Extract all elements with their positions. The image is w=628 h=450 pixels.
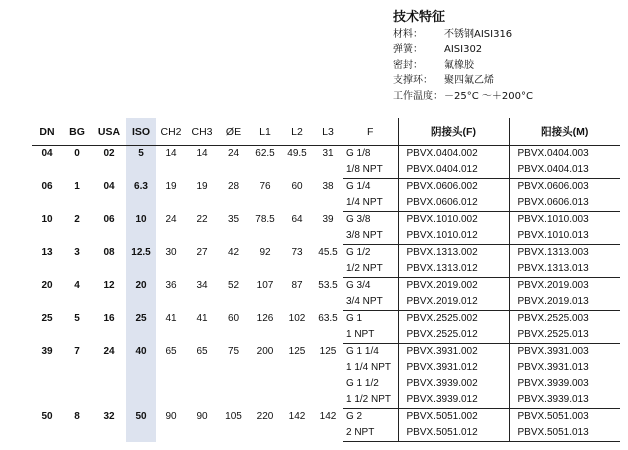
specs-title: 技术特征 (393, 10, 446, 25)
table-row (32, 311, 620, 328)
cell-l1: 107 (256, 279, 274, 291)
cell-male: PBVX.2019.013 (509, 294, 620, 311)
spec-value: AISI302 (444, 44, 483, 56)
cell-male: PBVX.3931.013 (509, 360, 620, 376)
cell-l2: 142 (288, 410, 306, 422)
spec-material (393, 27, 623, 42)
cell-f: 2 NPT (343, 425, 398, 442)
spec-temperature (393, 89, 623, 104)
cell-iso: 20 (126, 278, 156, 311)
cell-l3: 31 (322, 148, 334, 159)
header-l1: L1 (249, 118, 281, 146)
spec-spring (393, 42, 623, 57)
cell-l2: 125 (288, 345, 306, 357)
cell-female: PBVX.2525.002 (398, 311, 509, 328)
spec-label: 弹簧： (393, 44, 423, 56)
cell-dn: 13 (41, 246, 53, 258)
cell-male: PBVX.1313.013 (509, 261, 620, 278)
cell-f: G 3/8 (346, 214, 371, 225)
cell-iso: 12.5 (126, 245, 156, 278)
cell-ch3: 41 (196, 312, 208, 324)
cell-l1: 126 (256, 312, 274, 324)
cell-l2: 60 (291, 180, 303, 192)
cell-iso: 50 (126, 409, 156, 442)
cell-usa: 32 (103, 410, 115, 422)
cell-male: PBVX.0404.003 (509, 146, 620, 163)
cell-usa: 12 (103, 279, 115, 291)
table-row (32, 146, 620, 163)
cell-f: 1/8 NPT (343, 162, 398, 179)
cell-f: G 1/2 (346, 247, 371, 258)
header-ch2: CH2 (156, 118, 186, 146)
cell-female: PBVX.0404.002 (398, 146, 509, 163)
cell-male: PBVX.0404.013 (509, 162, 620, 179)
cell-male: PBVX.1010.003 (509, 212, 620, 229)
spec-label: 支撑环： (393, 75, 433, 87)
header-f: F (343, 118, 398, 146)
cell-l2: 64 (291, 213, 303, 225)
cell-f: G 2 (346, 411, 363, 422)
table-row (32, 344, 620, 361)
cell-male: PBVX.5051.013 (509, 425, 620, 442)
header-dn: DN (32, 118, 62, 146)
spec-label: 工作温度： (393, 90, 443, 102)
cell-usa: 24 (103, 345, 115, 357)
cell-usa: 08 (103, 246, 115, 258)
cell-dn: 25 (41, 312, 53, 324)
header-iso: ISO (126, 118, 156, 146)
cell-oe: 35 (227, 213, 240, 225)
cell-f: 1 1/4 NPT (346, 362, 392, 373)
cell-l1: 220 (256, 410, 274, 422)
cell-ch3: 65 (196, 345, 208, 357)
header-male: 阳接头(M) (509, 118, 620, 146)
cell-f: 1 NPT (343, 327, 398, 344)
spec-value: －25°C ～＋200°C (444, 90, 533, 102)
cell-ch2: 41 (165, 312, 177, 324)
spec-value: 氟橡胶 (444, 59, 474, 71)
table-header-row (32, 118, 620, 146)
cell-female: PBVX.1313.002 (398, 245, 509, 262)
cell-male: PBVX.1313.003 (509, 245, 620, 262)
cell-oe: 28 (227, 180, 240, 192)
cell-l3: 53.5 (318, 279, 338, 291)
cell-f: G 1 (346, 313, 363, 324)
cell-oe: 24 (227, 148, 240, 159)
cell-l3: 125 (319, 345, 337, 357)
cell-female: PBVX.3939.002 (398, 376, 509, 392)
cell-f: G 1 1/2 (346, 378, 379, 389)
cell-f: G 3/4 (346, 280, 371, 291)
cell-female: PBVX.0606.002 (398, 179, 509, 196)
spec-value: 不锈钢AISI316 (444, 29, 513, 40)
cell-male: PBVX.0606.013 (509, 195, 620, 212)
cell-female: PBVX.1010.002 (398, 212, 509, 229)
cell-dn: 20 (41, 279, 53, 291)
cell-female: PBVX.0606.012 (398, 195, 509, 212)
header-usa: USA (92, 118, 126, 146)
cell-usa: 04 (103, 180, 115, 192)
cell-male: PBVX.5051.003 (509, 409, 620, 426)
cell-ch2: 90 (165, 410, 177, 422)
cell-oe: 42 (227, 246, 240, 258)
cell-l2: 73 (291, 246, 303, 258)
cell-female: PBVX.2525.012 (398, 327, 509, 344)
table-row (32, 179, 620, 196)
cell-ch2: 65 (165, 345, 177, 357)
cell-l2: 102 (288, 312, 306, 324)
cell-iso: 6.3 (126, 179, 156, 212)
cell-dn: 04 (41, 148, 53, 159)
header-oe: ØE (218, 118, 249, 146)
cell-male: PBVX.3939.003 (509, 376, 620, 392)
cell-f: G 1 1/4 (346, 346, 379, 357)
cell-female: PBVX.1010.012 (398, 228, 509, 245)
cell-l3: 142 (319, 410, 337, 422)
cell-l1: 200 (256, 345, 274, 357)
cell-f: G 1/4 (346, 181, 371, 192)
cell-f: 1 1/2 NPT (343, 392, 398, 409)
cell-female: PBVX.5051.012 (398, 425, 509, 442)
cell-oe: 52 (227, 279, 240, 291)
cell-usa: 02 (103, 148, 115, 159)
cell-bg: 3 (74, 246, 80, 258)
cell-bg: 2 (74, 213, 80, 225)
cell-bg: 8 (74, 410, 80, 422)
table-row (32, 245, 620, 262)
cell-ch2: 14 (165, 148, 177, 159)
cell-dn: 10 (41, 213, 53, 225)
cell-bg: 4 (74, 279, 80, 291)
cell-female: PBVX.2019.012 (398, 294, 509, 311)
cell-f: G 1/8 (346, 148, 371, 159)
cell-female: PBVX.2019.002 (398, 278, 509, 295)
table-row (32, 278, 620, 295)
cell-bg: 7 (74, 345, 80, 357)
cell-l1: 76 (259, 180, 271, 192)
table-row (32, 409, 620, 426)
cell-l1: 92 (259, 246, 271, 258)
table-body (32, 146, 620, 442)
cell-ch3: 19 (196, 180, 208, 192)
spec-support-ring (393, 73, 623, 88)
cell-male: PBVX.1010.013 (509, 228, 620, 245)
cell-ch2: 24 (165, 213, 177, 225)
cell-ch3: 22 (196, 213, 208, 225)
cell-female: PBVX.3931.002 (398, 344, 509, 361)
cell-iso: 5 (126, 146, 156, 179)
cell-male: PBVX.2019.003 (509, 278, 620, 295)
cell-l2: 49.5 (287, 148, 307, 159)
cell-l1: 78.5 (255, 213, 275, 225)
cell-f: 1/2 NPT (343, 261, 398, 278)
header-bg: BG (62, 118, 92, 146)
cell-male: PBVX.2525.013 (509, 327, 620, 344)
cell-female: PBVX.3939.012 (398, 392, 509, 409)
cell-female: PBVX.3931.012 (398, 360, 509, 376)
cell-oe: 75 (227, 345, 240, 357)
cell-oe: 105 (225, 410, 242, 422)
cell-ch2: 19 (165, 180, 177, 192)
cell-dn: 50 (41, 410, 53, 422)
cell-oe: 60 (227, 312, 240, 324)
cell-l1: 62.5 (255, 148, 275, 159)
spec-label: 材料： (393, 29, 423, 40)
cell-ch2: 36 (165, 279, 177, 291)
cell-ch3: 14 (196, 148, 208, 159)
cell-female: PBVX.1313.012 (398, 261, 509, 278)
dimensions-table (32, 118, 620, 442)
cell-f: 1/4 NPT (343, 195, 398, 212)
cell-male: PBVX.3931.003 (509, 344, 620, 361)
cell-l3: 38 (322, 180, 334, 192)
spec-value: 聚四氟乙烯 (444, 75, 494, 87)
header-female: 阴接头(F) (398, 118, 509, 146)
header-l3: L3 (313, 118, 343, 146)
spec-seal (393, 58, 623, 73)
cell-dn: 39 (41, 345, 53, 357)
specifications-block (393, 8, 623, 104)
cell-usa: 16 (103, 312, 115, 324)
cell-bg: 5 (74, 312, 80, 324)
cell-l3: 45.5 (318, 246, 338, 258)
cell-male: PBVX.0606.003 (509, 179, 620, 196)
cell-bg: 1 (74, 180, 80, 192)
cell-ch3: 27 (196, 246, 208, 258)
table-row (32, 212, 620, 229)
cell-bg: 0 (74, 148, 80, 159)
spec-label: 密封： (393, 59, 423, 71)
cell-ch3: 90 (196, 410, 208, 422)
cell-f: 3/4 NPT (343, 294, 398, 311)
cell-l3: 39 (322, 213, 334, 225)
cell-usa: 06 (103, 213, 115, 225)
header-ch3: CH3 (186, 118, 218, 146)
cell-female: PBVX.0404.012 (398, 162, 509, 179)
cell-ch2: 30 (165, 246, 177, 258)
cell-female: PBVX.5051.002 (398, 409, 509, 426)
cell-ch3: 34 (196, 279, 208, 291)
cell-male: PBVX.2525.003 (509, 311, 620, 328)
cell-iso: 25 (126, 311, 156, 344)
cell-dn: 06 (41, 180, 53, 192)
cell-iso: 10 (126, 212, 156, 245)
cell-l2: 87 (291, 279, 303, 291)
cell-l3: 63.5 (318, 312, 338, 324)
header-l2: L2 (281, 118, 313, 146)
cell-male: PBVX.3939.013 (509, 392, 620, 409)
cell-iso: 40 (126, 344, 156, 409)
cell-f: 3/8 NPT (343, 228, 398, 245)
